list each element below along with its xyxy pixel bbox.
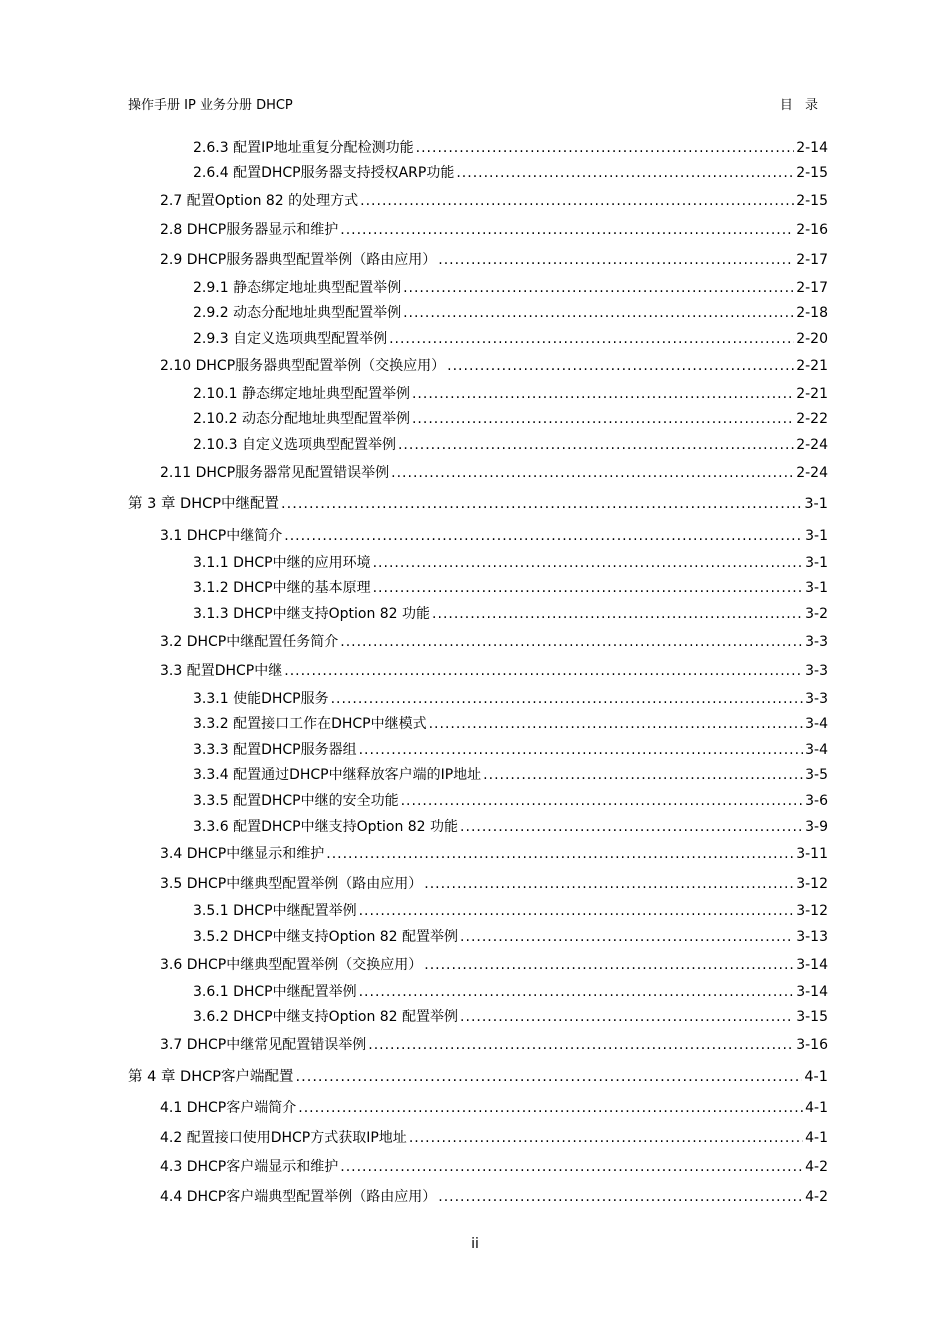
- toc-dot-leader: [296, 1068, 803, 1086]
- toc-dot-leader: [403, 304, 794, 322]
- toc-entry[interactable]: [193, 741, 828, 759]
- toc-entry[interactable]: [193, 436, 828, 454]
- toc-dot-leader: [424, 956, 794, 974]
- toc-entry-page: 2-24: [796, 437, 828, 453]
- toc-dot-leader: [298, 1099, 803, 1117]
- toc-entry-page: 2-15: [796, 165, 828, 181]
- toc-dot-leader: [340, 633, 803, 651]
- toc-entry-title: 3.3.4 配置通过DHCP中继释放客户端的IP地址: [193, 767, 482, 783]
- toc-entry-page: 4-1: [805, 1130, 828, 1146]
- toc-entry[interactable]: [160, 1158, 828, 1176]
- toc-entry[interactable]: [160, 1129, 828, 1147]
- toc-entry-page: 3-14: [796, 957, 828, 973]
- toc-entry-title: 3.5.1 DHCP中继配置举例: [193, 903, 357, 919]
- toc-entry[interactable]: [193, 554, 828, 572]
- toc-dot-leader: [340, 221, 794, 239]
- page-number: ii: [471, 1236, 479, 1252]
- toc-entry-title: 3.5.2 DHCP中继支持Option 82 配置举例: [193, 929, 459, 945]
- toc-entry-page: 3-15: [796, 1009, 828, 1025]
- toc-entry-page: 3-2: [805, 606, 828, 622]
- toc-entry-page: 2-24: [796, 465, 828, 481]
- toc-dot-leader: [438, 251, 794, 269]
- toc-entry[interactable]: [160, 633, 828, 651]
- toc-entry-title: 2.9 DHCP服务器典型配置举例（路由应用）: [160, 252, 437, 268]
- toc-dot-leader: [460, 928, 794, 946]
- toc-entry-title: 3.7 DHCP中继常见配置错误举例: [160, 1037, 367, 1053]
- toc-entry[interactable]: [160, 662, 828, 680]
- toc-entry-page: 2-21: [796, 386, 828, 402]
- toc-entry-page: 3-12: [796, 903, 828, 919]
- toc-dot-leader: [284, 662, 803, 680]
- toc-entry[interactable]: [193, 164, 828, 182]
- toc-entry-page: 3-3: [805, 663, 828, 679]
- toc-entry[interactable]: [160, 527, 828, 545]
- toc-entry-page: 2-15: [796, 193, 828, 209]
- toc-entry-page: 2-16: [796, 222, 828, 238]
- toc-entry[interactable]: [160, 1188, 828, 1206]
- toc-entry-page: 2-20: [796, 331, 828, 347]
- toc-entry-title: 3.1.2 DHCP中继的基本原理: [193, 580, 371, 596]
- toc-entry-title: 2.8 DHCP服务器显示和维护: [160, 222, 339, 238]
- toc-entry[interactable]: [128, 1068, 828, 1086]
- toc-entry-title: 2.7 配置Option 82 的处理方式: [160, 193, 359, 209]
- toc-entry-title: 3.3.5 配置DHCP中继的安全功能: [193, 793, 399, 809]
- toc-dot-leader: [359, 902, 795, 920]
- toc-entry-page: 3-1: [805, 528, 828, 544]
- toc-entry-title: 2.10.2 动态分配地址典型配置举例: [193, 411, 410, 427]
- toc-entry-title: 2.9.2 动态分配地址典型配置举例: [193, 305, 402, 321]
- toc-entry-title: 3.6.2 DHCP中继支持Option 82 配置举例: [193, 1009, 459, 1025]
- toc-entry[interactable]: [160, 221, 828, 239]
- toc-entry-title: 3.3.6 配置DHCP中继支持Option 82 功能: [193, 819, 459, 835]
- toc-entry-page: 3-1: [804, 496, 828, 512]
- toc-dot-leader: [391, 464, 794, 482]
- toc-dot-leader: [281, 495, 802, 513]
- toc-entry-page: 3-14: [796, 984, 828, 1000]
- toc-entry-page: 3-1: [805, 555, 828, 571]
- toc-entry[interactable]: [193, 766, 828, 784]
- toc-entry-page: 4-1: [804, 1069, 828, 1085]
- toc-dot-leader: [398, 436, 794, 454]
- header-section-title: 目 录: [779, 98, 822, 113]
- toc-entry-title: 4.4 DHCP客户端典型配置举例（路由应用）: [160, 1189, 437, 1205]
- toc-entry-page: 3-3: [805, 634, 828, 650]
- header-doc-title: 操作手册 IP 业务分册 DHCP: [128, 98, 293, 113]
- toc-entry-page: 2-18: [796, 305, 828, 321]
- toc-entry[interactable]: [160, 192, 828, 210]
- toc-entry[interactable]: [193, 385, 828, 403]
- toc-entry-page: 3-3: [805, 691, 828, 707]
- toc-entry-page: 3-5: [805, 767, 828, 783]
- toc-entry-title: 2.10 DHCP服务器典型配置举例（交换应用）: [160, 358, 446, 374]
- toc-entry-page: 3-1: [805, 580, 828, 596]
- toc-dot-leader: [284, 527, 803, 545]
- toc-entry-title: 3.1.3 DHCP中继支持Option 82 功能: [193, 606, 431, 622]
- toc-entry[interactable]: [193, 410, 828, 428]
- toc-entry-page: 4-2: [805, 1189, 828, 1205]
- toc-entry-title: 2.6.3 配置IP地址重复分配检测功能: [193, 140, 414, 156]
- toc-entry[interactable]: [160, 1036, 828, 1054]
- toc-entry[interactable]: [193, 902, 828, 920]
- toc-dot-leader: [340, 1158, 803, 1176]
- toc-entry[interactable]: [160, 845, 828, 863]
- toc-entry-page: 2-22: [796, 411, 828, 427]
- toc-dot-leader: [416, 139, 795, 157]
- toc-entry-title: 3.3.1 使能DHCP服务: [193, 691, 329, 707]
- toc-dot-leader: [460, 818, 803, 836]
- toc-entry-page: 3-16: [796, 1037, 828, 1053]
- toc-entry-title: 3.4 DHCP中继显示和维护: [160, 846, 325, 862]
- toc-entry[interactable]: [193, 605, 828, 623]
- toc-dot-leader: [424, 875, 794, 893]
- toc-dot-leader: [403, 279, 794, 297]
- toc-dot-leader: [483, 766, 803, 784]
- toc-entry[interactable]: [160, 464, 828, 482]
- toc-entry-page: 4-2: [805, 1159, 828, 1175]
- toc-dot-leader: [326, 845, 794, 863]
- toc-dot-leader: [359, 983, 795, 1001]
- toc-dot-leader: [460, 1008, 794, 1026]
- toc-entry[interactable]: [128, 495, 828, 513]
- toc-entry-page: 3-9: [805, 819, 828, 835]
- toc-entry-page: 2-14: [796, 140, 828, 156]
- toc-entry-title: 3.3.2 配置接口工作在DHCP中继模式: [193, 716, 427, 732]
- toc-entry-page: 3-13: [796, 929, 828, 945]
- toc-entry[interactable]: [193, 928, 828, 946]
- toc-entry-page: 2-21: [796, 358, 828, 374]
- toc-entry-page: 3-6: [805, 793, 828, 809]
- toc-dot-leader: [456, 164, 794, 182]
- toc-entry-title: 第 3 章 DHCP中继配置: [128, 496, 279, 512]
- toc-entry[interactable]: [193, 139, 828, 157]
- toc-entry-title: 2.6.4 配置DHCP服务器支持授权ARP功能: [193, 165, 455, 181]
- toc-entry-title: 2.11 DHCP服务器常见配置错误举例: [160, 465, 390, 481]
- toc-dot-leader: [359, 741, 804, 759]
- toc-entry[interactable]: [160, 357, 828, 375]
- toc-entry-title: 3.6.1 DHCP中继配置举例: [193, 984, 357, 1000]
- toc-entry[interactable]: [160, 251, 828, 269]
- toc-entry-title: 4.2 配置接口使用DHCP方式获取IP地址: [160, 1130, 407, 1146]
- toc-entry[interactable]: [160, 1099, 828, 1117]
- toc-entry[interactable]: [193, 330, 828, 348]
- toc-entry-title: 3.2 DHCP中继配置任务简介: [160, 634, 339, 650]
- toc-entry-title: 第 4 章 DHCP客户端配置: [128, 1069, 294, 1085]
- toc-dot-leader: [401, 792, 804, 810]
- toc-dot-leader: [389, 330, 794, 348]
- toc-dot-leader: [412, 385, 794, 403]
- toc-entry-title: 3.3 配置DHCP中继: [160, 663, 283, 679]
- toc-entry-title: 3.6 DHCP中继典型配置举例（交换应用）: [160, 957, 423, 973]
- toc-entry[interactable]: [193, 579, 828, 597]
- toc-entry[interactable]: [193, 715, 828, 733]
- toc-dot-leader: [447, 357, 794, 375]
- toc-entry-page: 4-1: [805, 1100, 828, 1116]
- toc-entry-page: 3-11: [796, 846, 828, 862]
- toc-entry[interactable]: [160, 956, 828, 974]
- toc-dot-leader: [429, 715, 804, 733]
- toc-dot-leader: [373, 554, 804, 572]
- toc-dot-leader: [331, 690, 804, 708]
- toc-dot-leader: [438, 1188, 803, 1206]
- toc-entry-title: 4.1 DHCP客户端简介: [160, 1100, 297, 1116]
- toc-entry-title: 4.3 DHCP客户端显示和维护: [160, 1159, 339, 1175]
- toc-dot-leader: [373, 579, 804, 597]
- toc-entry-title: 3.1 DHCP中继简介: [160, 528, 283, 544]
- toc-entry-title: 3.1.1 DHCP中继的应用环境: [193, 555, 371, 571]
- toc-entry[interactable]: [160, 875, 828, 893]
- toc-entry-title: 2.10.1 静态绑定地址典型配置举例: [193, 386, 410, 402]
- toc-entry-page: 2-17: [796, 280, 828, 296]
- toc-entry-title: 3.3.3 配置DHCP服务器组: [193, 742, 357, 758]
- toc-entry-title: 2.9.1 静态绑定地址典型配置举例: [193, 280, 402, 296]
- toc-dot-leader: [409, 1129, 803, 1147]
- toc-entry[interactable]: [193, 304, 828, 322]
- toc-entry[interactable]: [193, 1008, 828, 1026]
- toc-dot-leader: [360, 192, 794, 210]
- toc-entry-title: 2.9.3 自定义选项典型配置举例: [193, 331, 388, 347]
- toc-dot-leader: [368, 1036, 794, 1054]
- toc-dot-leader: [432, 605, 803, 623]
- toc-entry[interactable]: [193, 279, 828, 297]
- toc-entry-page: 3-12: [796, 876, 828, 892]
- toc-entry-page: 2-17: [796, 252, 828, 268]
- toc-entry-page: 3-4: [805, 742, 828, 758]
- toc-entry[interactable]: [193, 818, 828, 836]
- toc-entry-title: 3.5 DHCP中继典型配置举例（路由应用）: [160, 876, 423, 892]
- toc-entry-title: 2.10.3 自定义选项典型配置举例: [193, 437, 396, 453]
- toc-dot-leader: [412, 410, 794, 428]
- toc-entry[interactable]: [193, 983, 828, 1001]
- toc-entry[interactable]: [193, 792, 828, 810]
- toc-entry[interactable]: [193, 690, 828, 708]
- toc-entry-page: 3-4: [805, 716, 828, 732]
